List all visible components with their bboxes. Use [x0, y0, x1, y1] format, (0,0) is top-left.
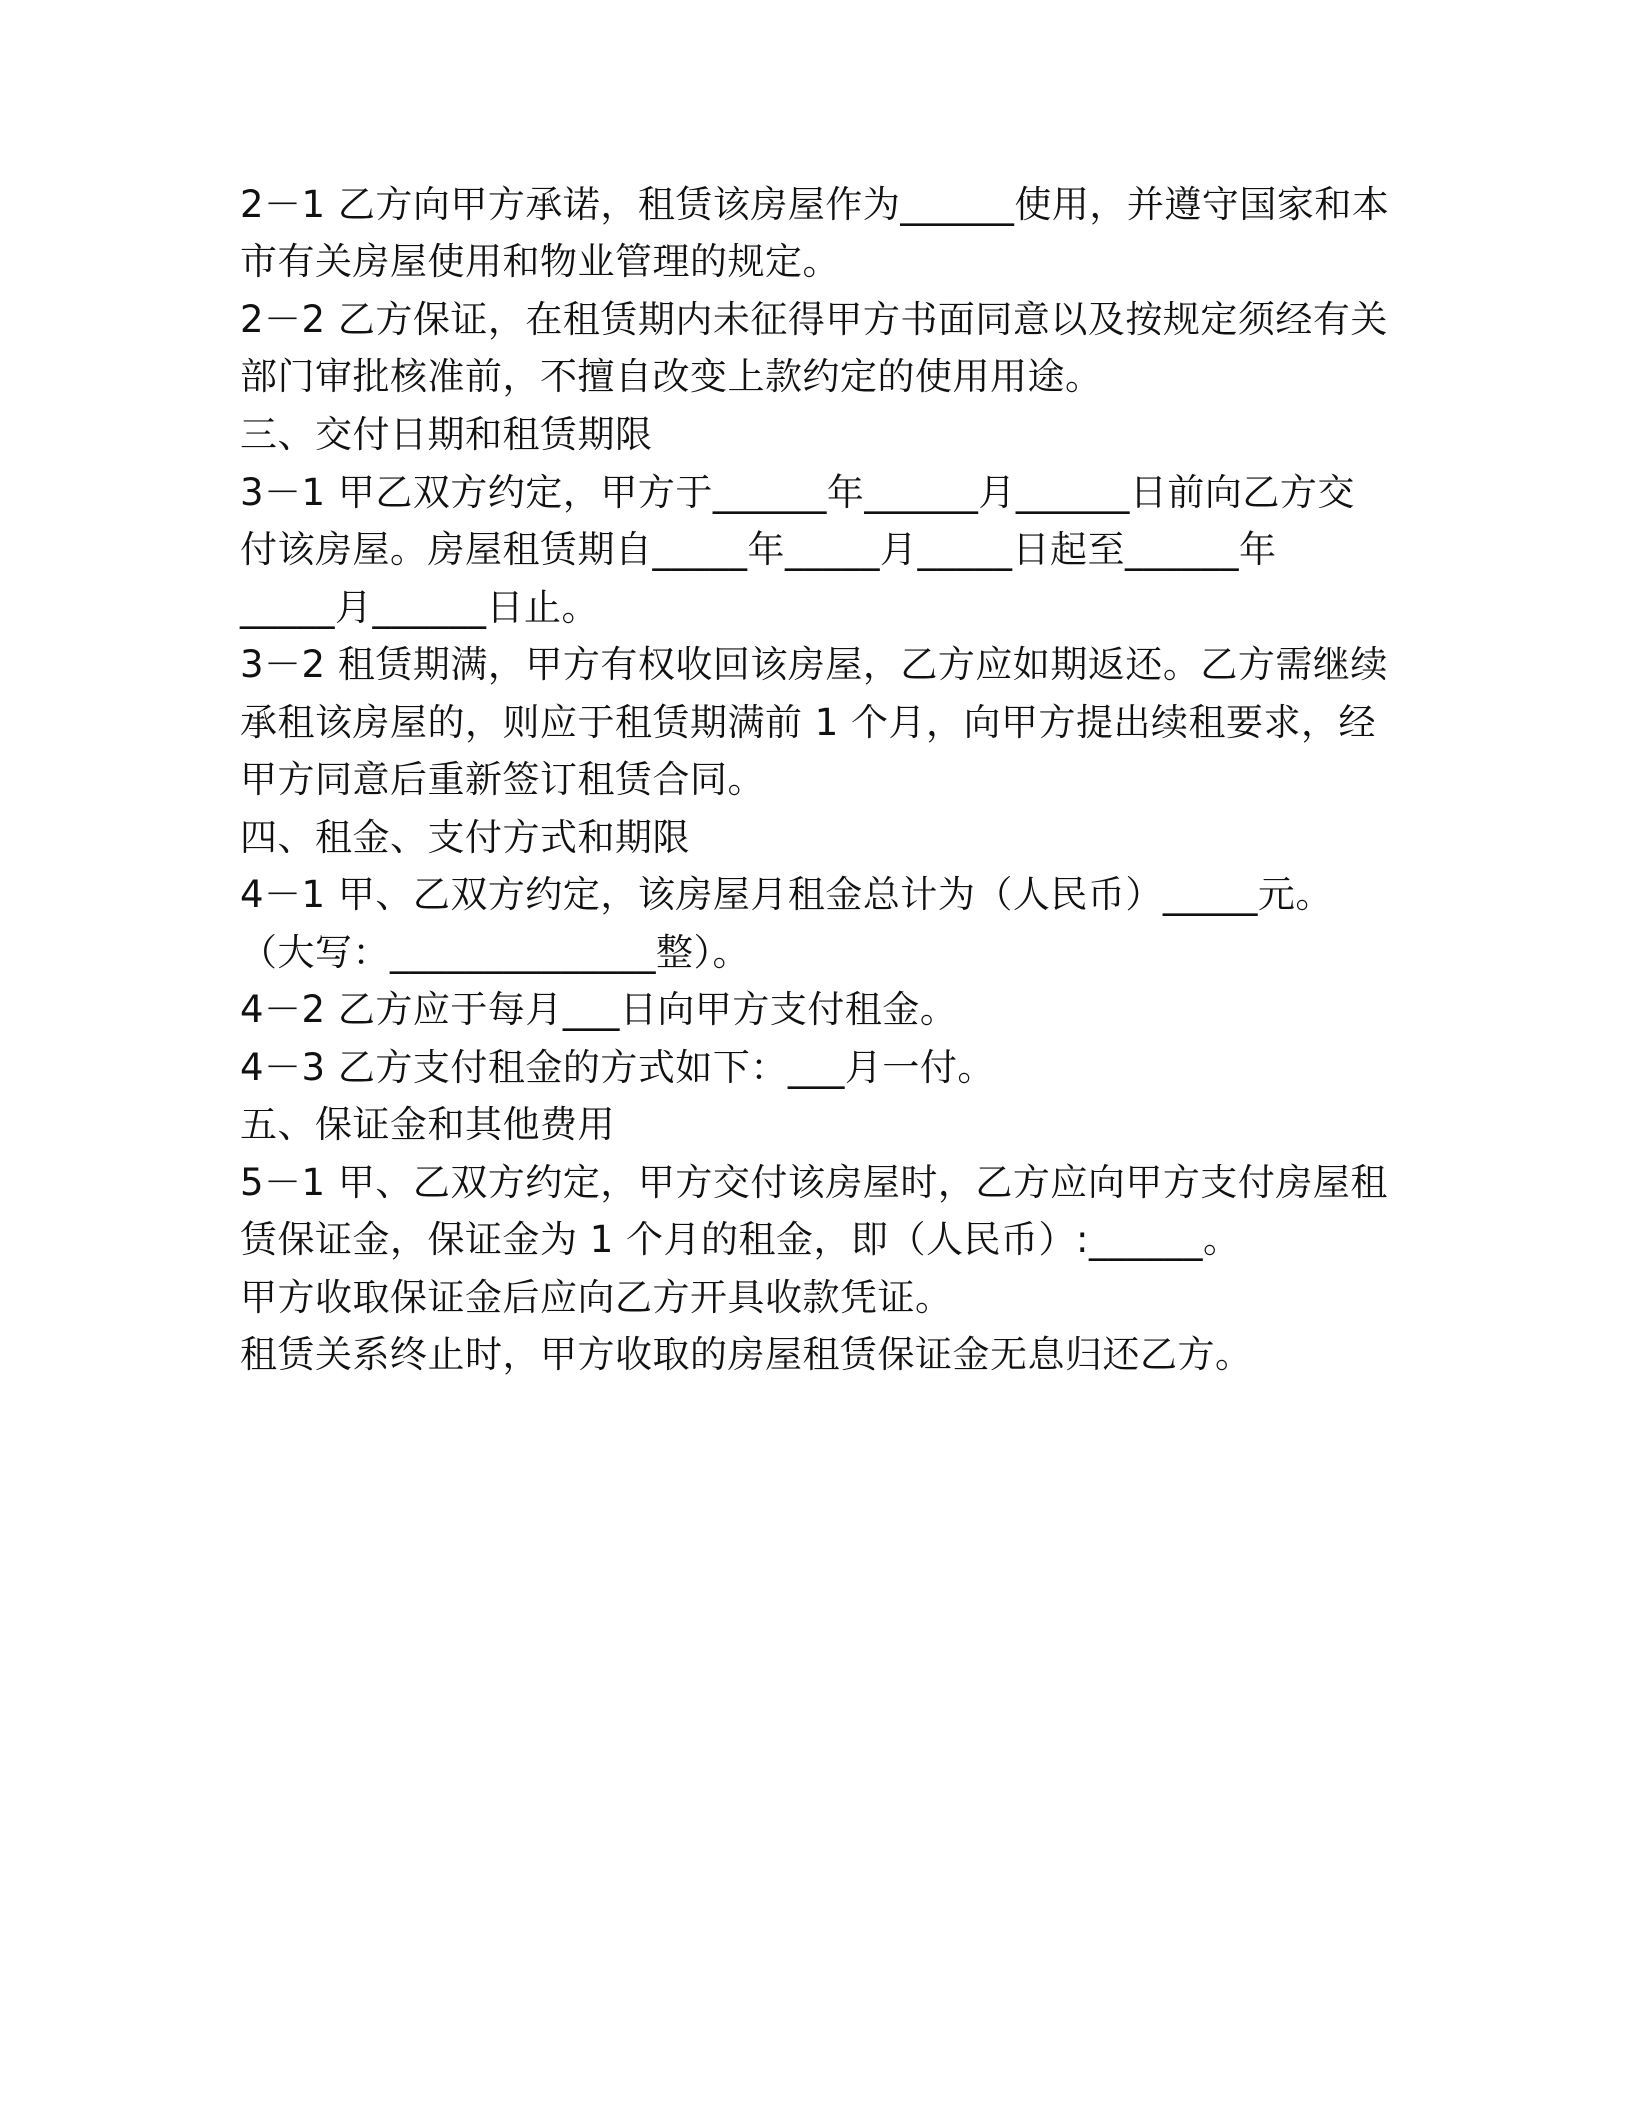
text-line: 2－2 乙方保证，在租赁期内未征得甲方书面同意以及按规定须经有关 [240, 298, 1388, 341]
text-line: 3－2 租赁期满，甲方有权收回该房屋，乙方应如期返还。乙方需继续 [240, 643, 1388, 686]
text-line: 付该房屋。房屋租赁期自_____年_____月_____日起至______年 [240, 528, 1277, 571]
text-line: （大写：______________整）。 [240, 931, 750, 974]
text-line: 部门审批核准前，不擅自改变上款约定的使用用途。 [240, 355, 1103, 398]
text-line: 4－2 乙方应于每月___日向甲方支付租金。 [240, 988, 958, 1031]
text-line: 承租该房屋的，则应于租赁期满前 1 个月，向甲方提出续租要求，经 [240, 701, 1377, 744]
text-line: 市有关房屋使用和物业管理的规定。 [240, 240, 840, 283]
text-line: 甲方同意后重新签订租赁合同。 [240, 758, 765, 801]
section-heading: 四、租金、支付方式和期限 [240, 816, 690, 859]
section-heading: 五、保证金和其他费用 [240, 1103, 615, 1146]
text-line: 赁保证金，保证金为 1 个月的租金，即（人民币）:______。 [240, 1218, 1241, 1261]
text-line: 3－1 甲乙双方约定，甲方于______年______月______日前向乙方交 [240, 471, 1355, 514]
text-line: 甲方收取保证金后应向乙方开具收款凭证。 [240, 1276, 953, 1319]
text-line: 2－1 乙方向甲方承诺，租赁该房屋作为______使用，并遵守国家和本 [240, 183, 1390, 226]
text-line: 租赁关系终止时，甲方收取的房屋租赁保证金无息归还乙方。 [240, 1333, 1253, 1376]
text-line: 4－1 甲、乙双方约定，该房屋月租金总计为（人民币）_____元。 [240, 873, 1333, 916]
section-heading: 三、交付日期和租赁期限 [240, 413, 653, 456]
text-line: 4－3 乙方支付租金的方式如下：___月一付。 [240, 1046, 995, 1089]
text-line: 5－1 甲、乙双方约定，甲方交付该房屋时，乙方应向甲方支付房屋租 [240, 1161, 1388, 1204]
text-line: _____月______日止。 [240, 586, 599, 629]
